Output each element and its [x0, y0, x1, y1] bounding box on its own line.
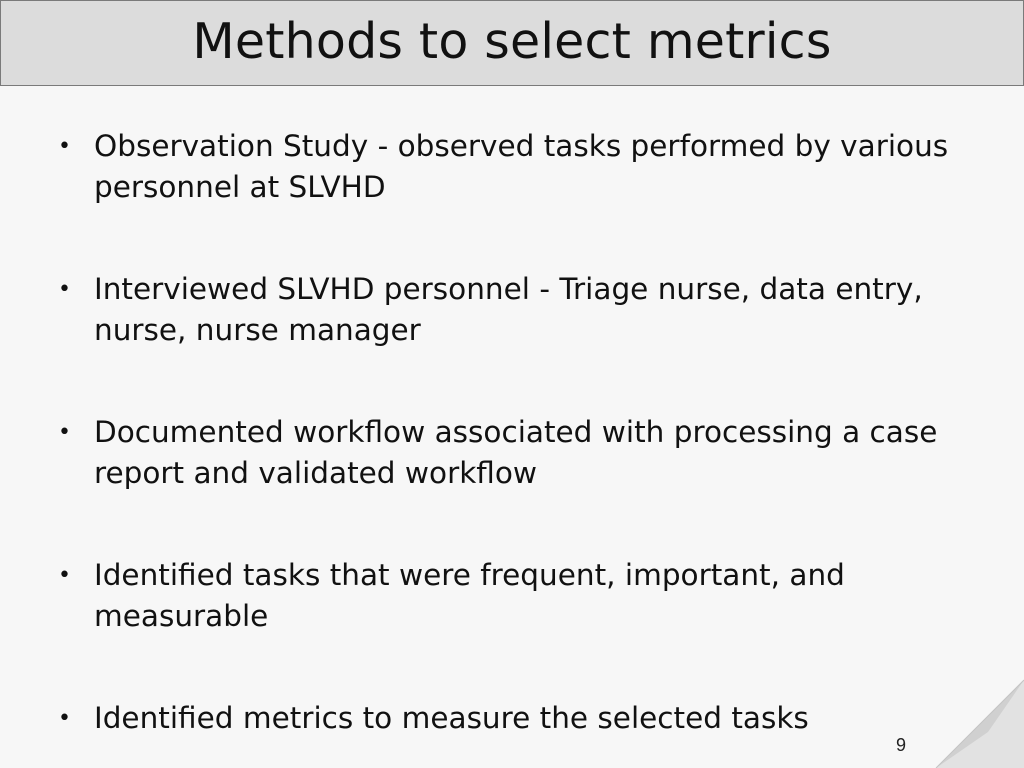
bullet-text: Interviewed SLVHD personnel - Triage nurse, data entry, nurse, nurse manager	[94, 272, 923, 347]
bullet-item	[58, 698, 988, 739]
bullet-text: Identified metrics to measure the selected tasks	[94, 701, 809, 735]
page-number: 9	[896, 735, 907, 755]
bullet-marker: •	[58, 706, 71, 731]
bullet-marker: •	[58, 563, 71, 588]
title-bar	[0, 0, 1024, 86]
bullet-text: Observation Study - observed tasks performed by various personnel at SLVHD	[94, 129, 949, 204]
page-curl-decoration	[928, 672, 1024, 768]
bullet-item	[58, 555, 988, 637]
bullet-marker: •	[58, 134, 71, 159]
bullet-marker: •	[58, 420, 71, 445]
bullet-text: Documented workflow associated with processing a case report and validated workflow	[94, 415, 938, 490]
bullet-item	[58, 412, 988, 494]
bullet-marker: •	[58, 277, 71, 302]
bullet-item	[58, 126, 988, 208]
slide-title: Methods to select metrics	[192, 12, 832, 70]
bullet-text: Identified tasks that were frequent, important, and measurable	[94, 558, 845, 633]
bullet-list	[58, 126, 988, 768]
bullet-item	[58, 269, 988, 351]
